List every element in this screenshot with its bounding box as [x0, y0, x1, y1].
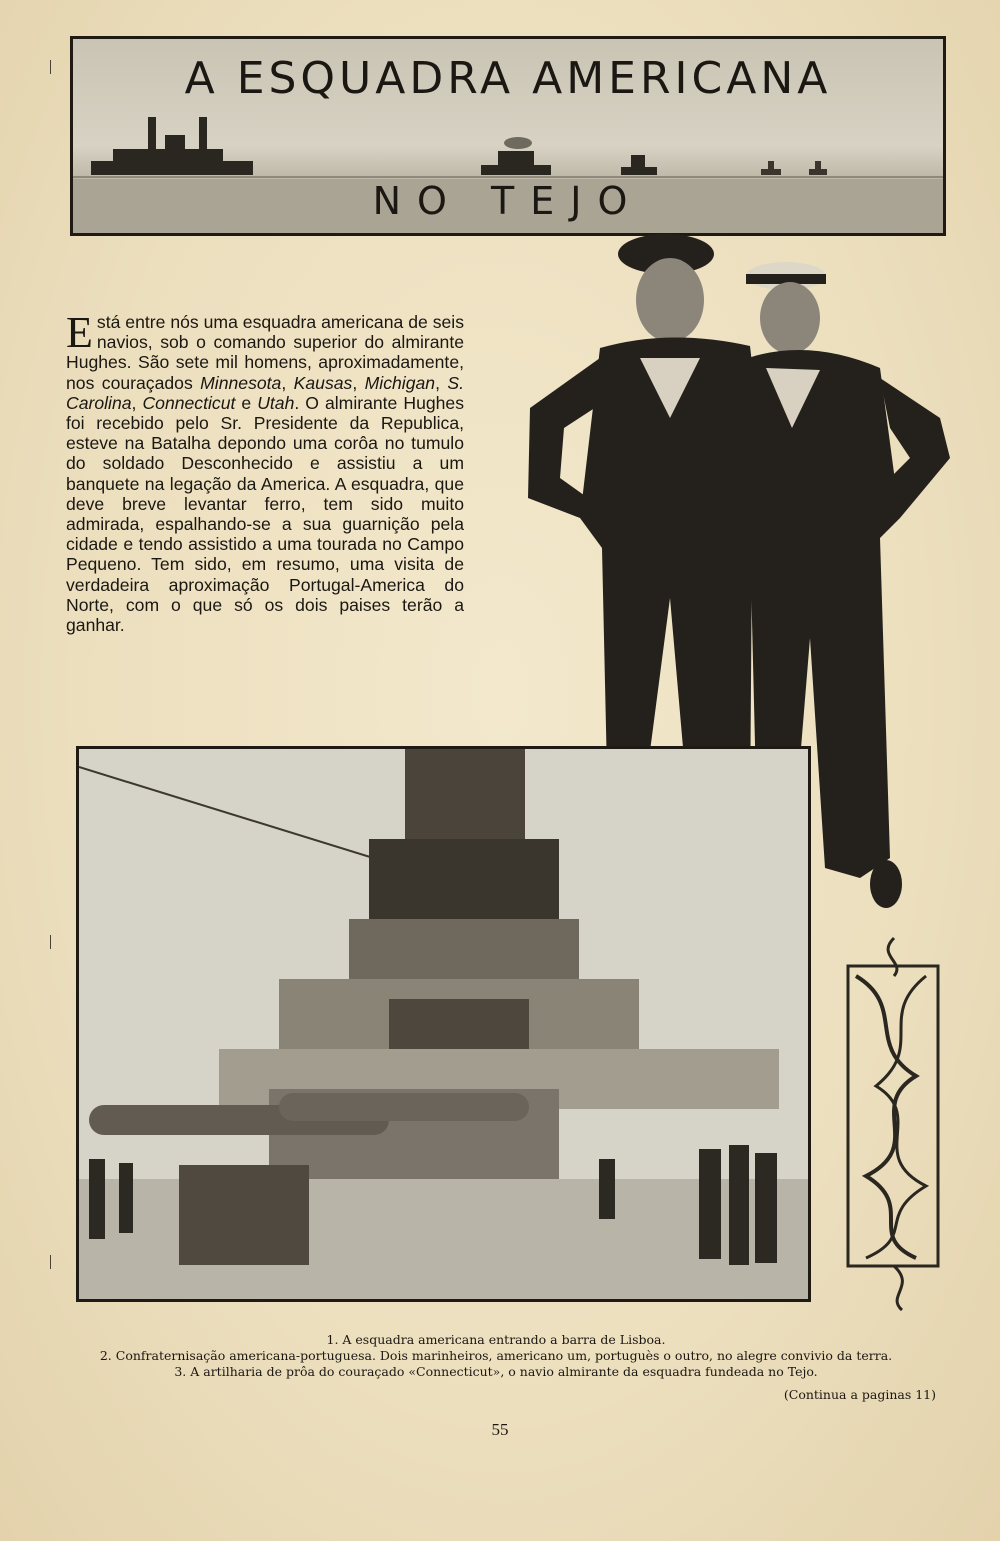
decorative-ornament	[846, 936, 942, 1312]
ship-4	[761, 161, 781, 175]
margin-mark	[50, 1255, 51, 1269]
shoe	[870, 860, 902, 908]
ship-name: Kausas	[293, 372, 353, 393]
sailor-face-right	[760, 282, 820, 354]
fire-control-top	[369, 839, 559, 919]
article-body	[66, 308, 465, 636]
separator: ,	[131, 392, 143, 413]
caption-line: 2. Confraternisação americana-portuguesa. Dois marinheiros, americano um, portuguès o outro, no alegre convivio da terra.	[99, 1348, 893, 1363]
caption-line: 1. A esquadra americana entrando a barra de Lisboa.	[326, 1332, 666, 1347]
gun-barrel	[279, 1093, 529, 1121]
battleship-photo	[76, 746, 811, 1302]
ship-2	[481, 137, 551, 175]
ship-name: S. Carolina	[66, 372, 465, 413]
page-title: A ESQUADRA AMERICANA	[184, 53, 832, 104]
drop-cap: E	[66, 308, 93, 357]
ship-5	[809, 161, 827, 175]
margin-mark	[50, 60, 51, 74]
article-text-1: stá entre nós uma esquadra americana de seis navios, sob o comando superior do almirante Hughes. São sete mil homens, aproximadamente, nos couraçados	[66, 312, 464, 393]
ship-name: Minnesota	[200, 372, 282, 393]
header-banner	[70, 36, 946, 236]
article-text-2: . O almirante Hughes foi recebido pelo Sr. Presidente da Republica, esteve na Batalha depondo uma corôa no tumulo do soldado Desconhecido e assistiu a um banquete na legação da America. A esquadra, que deve breve levantar ferro, tem sido muito admirada, espalhando-se a sua guarnição pela cidade e tendo assistido a uma tourada no Campo Pequeno. Tem sido, em resumo, uma visita de verdadeira aproximação Portugal-America do Norte, com o que só os dois paises terão a ganhar.	[66, 392, 465, 636]
continues-note: (Continua a paginas 11)	[783, 1387, 936, 1402]
sailor-face-left	[636, 258, 704, 342]
separator: ,	[352, 372, 365, 393]
conjunction: e	[235, 392, 258, 413]
ship-3	[621, 155, 657, 175]
battleship-illustration	[79, 749, 808, 1299]
ship-name: Utah	[257, 392, 295, 413]
margin-mark	[50, 935, 51, 949]
caption-line: 3. A artilharia de prôa do couraçado «Connecticut», o navio almirante da esquadra fundeada no Tejo.	[174, 1364, 818, 1379]
ship-name: Connecticut	[142, 392, 236, 413]
ship-name: Michigan	[364, 372, 436, 393]
page-subtitle: NO TEJO	[372, 179, 644, 223]
separator: ,	[435, 372, 448, 393]
deck-machinery	[179, 1165, 309, 1265]
page-number: 55	[491, 1420, 509, 1439]
ship-1	[91, 117, 253, 175]
photo-captions	[40, 1332, 952, 1380]
separator: ,	[281, 372, 294, 393]
